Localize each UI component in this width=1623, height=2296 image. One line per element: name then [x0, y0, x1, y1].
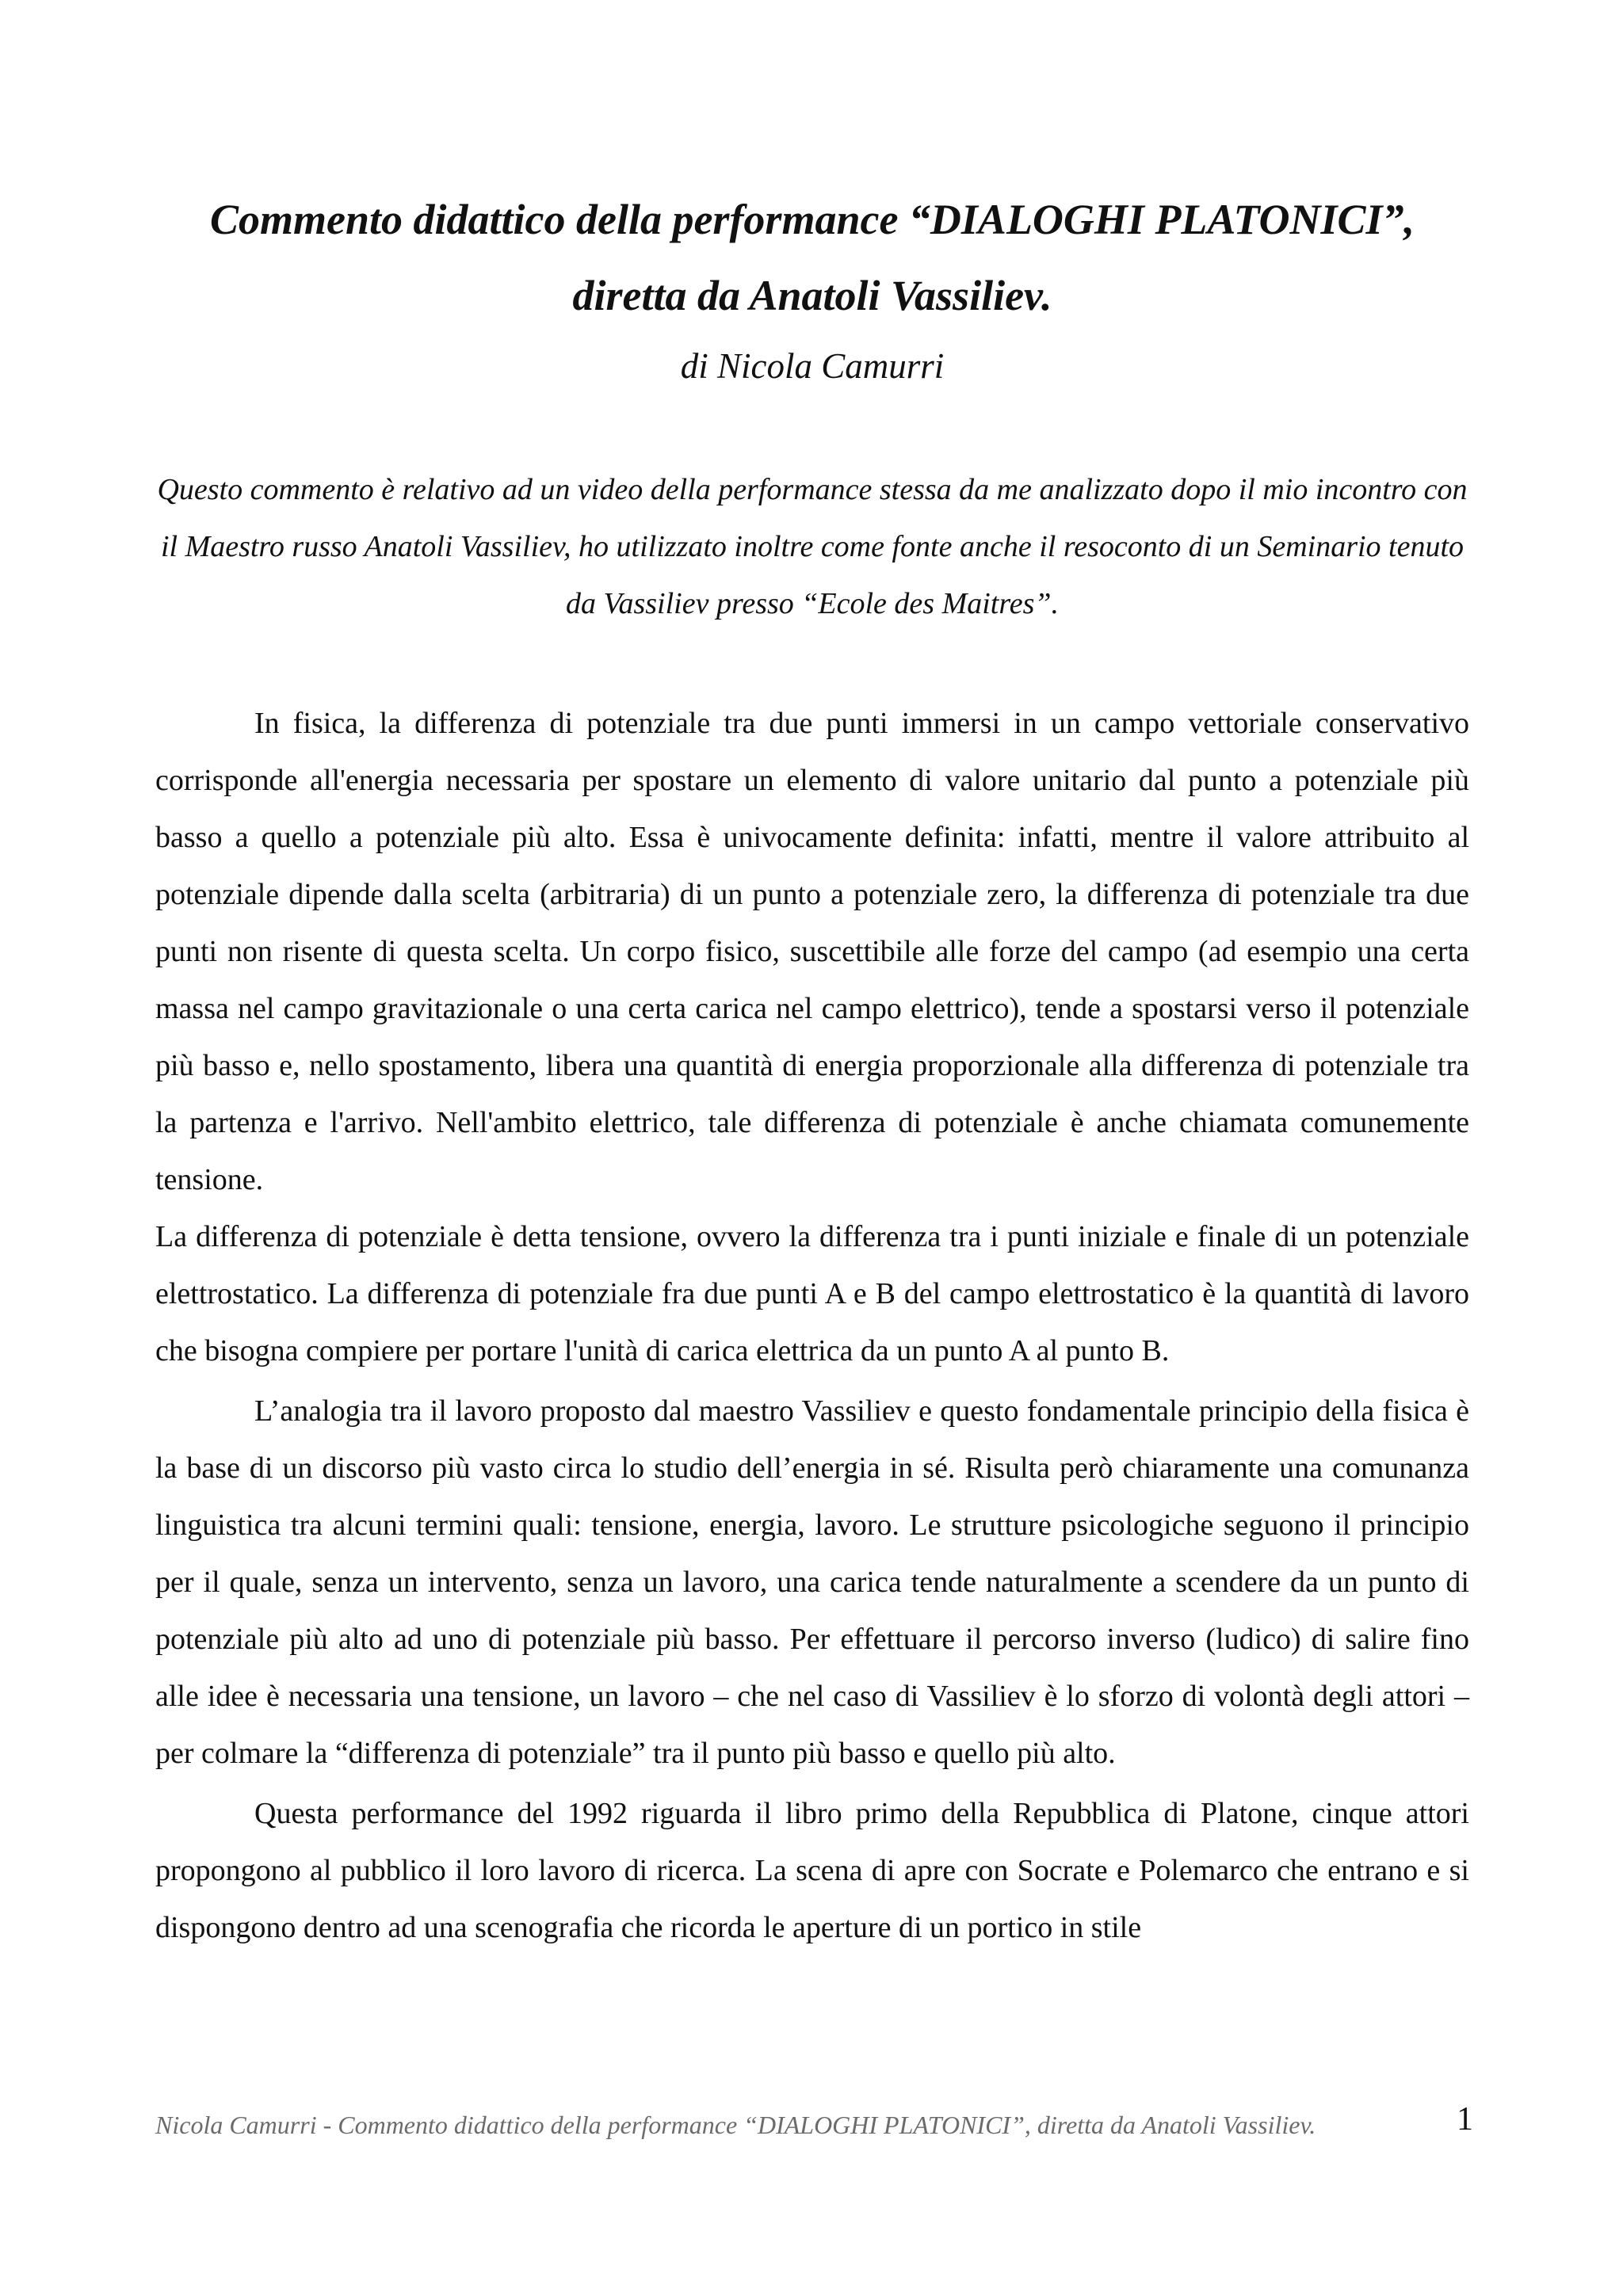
document-title-line-2: diretta da Anatoli Vassiliev.	[572, 272, 1052, 319]
document-abstract: Questo commento è relativo ad un video della performance stessa da me analizzato dopo il mio incontro con il Maestro russo Anatoli Vassiliev, ho utilizzato inoltre come fonte anche il resoconto di un Seminario tenuto da Vassiliev presso “Ecole des Maitres”.	[157, 473, 1468, 620]
page-footer: Nicola Camurri - Commento didattico della performance “DIALOGHI PLATONICI”, diretta da Anatoli Vassiliev.	[155, 2111, 1316, 2139]
body-paragraph: In fisica, la differenza di potenziale tra due punti immersi in un campo vettoriale conservativo corrisponde all'energia necessaria per spostare un elemento di valore unitario dal punto a potenziale più basso a quello a potenziale più alto. Essa è univocamente definita: infatti, mentre il valore attribuito al potenziale dipende dalla scelta (arbitraria) di un punto a potenziale zero, la differenza di potenziale tra due punti non risente di questa scelta. Un corpo fisico, suscettibile alle forze del campo (ad esempio una certa massa nel campo gravitazionale o una certa carica nel campo elettrico), tende a spostarsi verso il potenziale più basso e, nello spostamento, libera una quantità di energia proporzionale alla differenza di potenziale tra la partenza e l'arrivo. Nell'ambito elettrico, tale differenza di potenziale è anche chiamata comunemente tensione.	[155, 707, 1469, 1196]
body-paragraph: La differenza di potenziale è detta tensione, ovvero la differenza tra i punti iniziale e finale di un potenziale elettrostatico. La differenza di potenziale fra due punti A e B del campo elettrostatico è la quantità di lavoro che bisogna compiere per portare l'unità di carica elettrica da un punto A al punto B.	[155, 1220, 1469, 1367]
body-paragraph: Questa performance del 1992 riguarda il libro primo della Repubblica di Platone, cinque attori propongono al pubblico il loro lavoro di ricerca. La scena di apre con Socrate e Polemarco che entrano e si dispongono dentro ad una scenografia che ricorda le aperture di un portico in stile	[155, 1797, 1469, 1944]
body-paragraph: L’analogia tra il lavoro proposto dal maestro Vassiliev e questo fondamentale principio della fisica è la base di un discorso più vasto circa lo studio dell’energia in sé. Risulta però chiaramente una comunanza linguistica tra alcuni termini quali: tensione, energia, lavoro. Le strutture psicologiche seguono il principio per il quale, senza un intervento, senza un lavoro, una carica tende naturalmente a scendere da un punto di potenziale più alto ad uno di potenziale più basso. Per effettuare il percorso inverso (ludico) di salire fino alle idee è necessaria una tensione, un lavoro – che nel caso di Vassiliev è lo sforzo di volontà degli attori – per colmare la “differenza di potenziale” tra il punto più basso e quello più alto.	[155, 1394, 1469, 1770]
document-title-line-1: Commento didattico della performance “DIALOGHI PLATONICI”,	[209, 196, 1415, 243]
page-number: 1	[1457, 2101, 1473, 2138]
document-body	[155, 695, 1469, 1956]
document-author: di Nicola Camurri	[680, 346, 945, 386]
